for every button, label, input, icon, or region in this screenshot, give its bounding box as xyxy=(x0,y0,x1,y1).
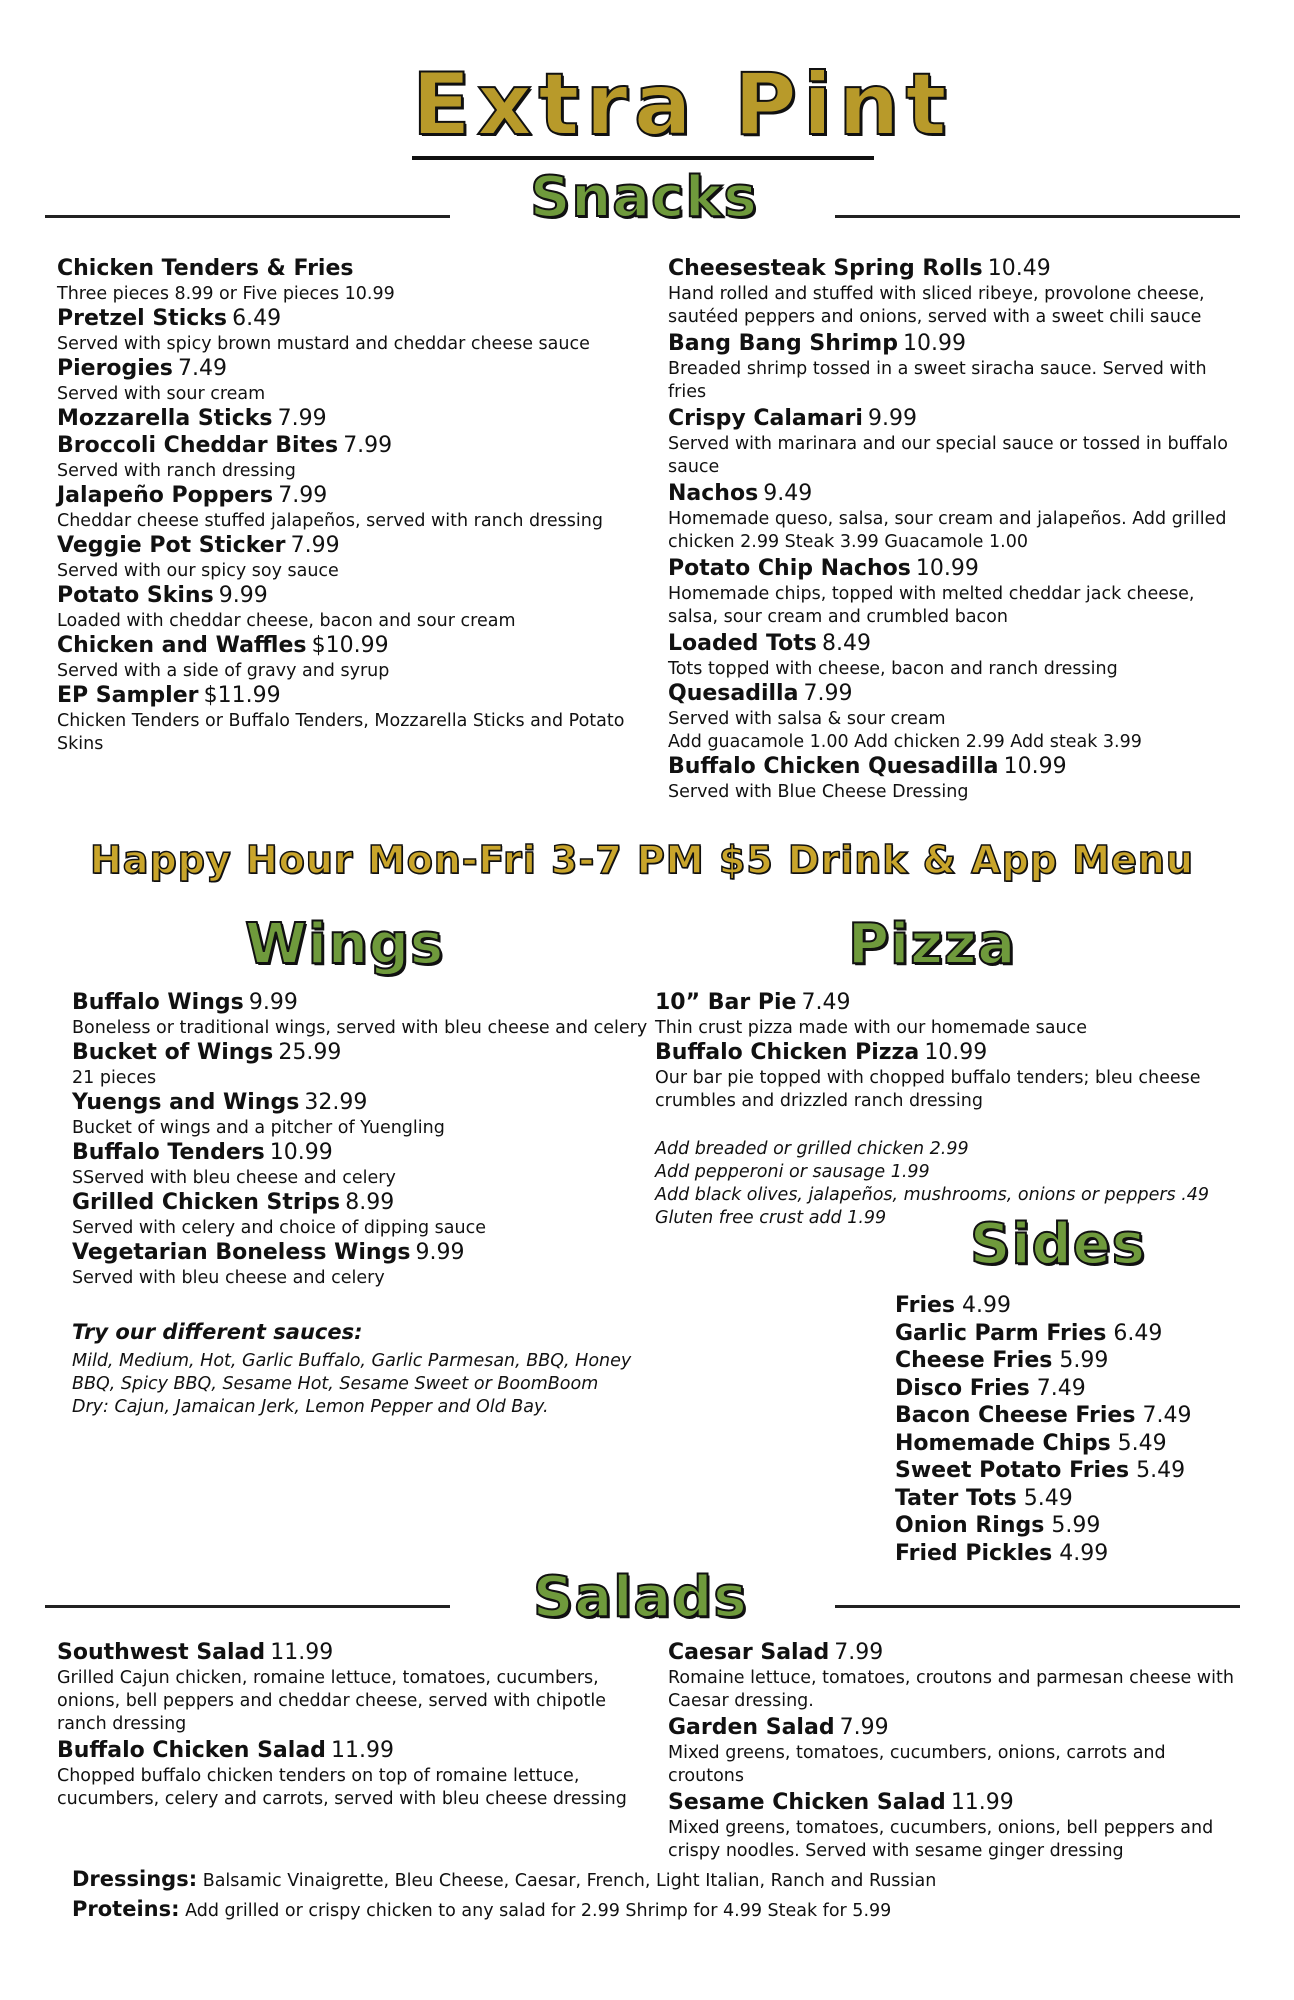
item-desc: Served with ranch dressing xyxy=(57,461,296,481)
menu-item: Chicken and Waffles $10.99 xyxy=(57,633,389,658)
item-desc: Thin crust pizza made with our homemade sauce xyxy=(655,1018,1087,1038)
menu-item: Potato Skins 9.99 xyxy=(57,583,268,608)
item-desc: Three pieces 8.99 or Five pieces 10.99 xyxy=(57,284,395,304)
menu-item: Garden Salad 7.99 xyxy=(668,1715,889,1740)
dressings-label: Dressings: xyxy=(72,1867,198,1891)
sauces-heading: Try our different sauces: xyxy=(72,1320,363,1344)
menu-item: Bucket of Wings 25.99 xyxy=(72,1040,342,1065)
sauces-line: BBQ, Spicy BBQ, Sesame Hot, Sesame Sweet or BoomBoom xyxy=(72,1374,599,1394)
item-desc: Tots topped with cheese, bacon and ranch dressing xyxy=(668,659,1118,679)
menu-item: Buffalo Chicken Pizza 10.99 xyxy=(655,1040,988,1065)
divider-left xyxy=(45,1605,450,1608)
menu-item: Buffalo Chicken Salad 11.99 xyxy=(57,1738,394,1763)
side-item: Fried Pickles 4.99 xyxy=(895,1540,1109,1566)
menu-item: Cheesesteak Spring Rolls 10.49 xyxy=(668,256,1051,281)
item-desc: Loaded with cheddar cheese, bacon and sour cream xyxy=(57,611,516,631)
menu-item: Mozzarella Sticks 7.99 xyxy=(57,406,327,431)
menu-item: Quesadilla 7.99 xyxy=(668,681,853,706)
item-desc: Served with Blue Cheese Dressing xyxy=(668,782,969,802)
pizza-addon: Add breaded or grilled chicken 2.99 xyxy=(655,1139,969,1159)
menu-item: Bang Bang Shrimp 10.99 xyxy=(668,331,967,356)
divider-right xyxy=(835,1605,1240,1608)
menu-item: Pretzel Sticks 6.49 xyxy=(57,306,282,331)
item-desc: Mixed greens, tomatoes, cucumbers, onions, carrots and croutons xyxy=(668,1743,1166,1786)
menu-item: Southwest Salad 11.99 xyxy=(57,1640,334,1665)
heading-sides: Sides xyxy=(970,1212,1146,1277)
pizza-addon: Gluten free crust add 1.99 xyxy=(655,1208,887,1228)
happy-hour-banner: Happy Hour Mon-Fri 3-7 PM $5 Drink & App Menu xyxy=(90,838,1194,882)
divider-left xyxy=(45,215,450,218)
menu-item: Nachos 9.49 xyxy=(668,481,813,506)
item-desc: Our bar pie topped with chopped buffalo tenders; bleu cheese crumbles and drizzled ranch dressing xyxy=(655,1068,1201,1111)
item-desc: Served with bleu cheese and celery xyxy=(72,1268,385,1288)
item-desc: Served with spicy brown mustard and cheddar cheese sauce xyxy=(57,334,590,354)
menu-item: EP Sampler $11.99 xyxy=(57,683,281,708)
heading-pizza: Pizza xyxy=(848,912,1017,977)
menu-item: Loaded Tots 8.49 xyxy=(668,631,871,656)
menu-item: Vegetarian Boneless Wings 9.99 xyxy=(72,1240,465,1265)
item-desc: Served with sour cream xyxy=(57,384,266,404)
menu-item: Caesar Salad 7.99 xyxy=(668,1640,884,1665)
proteins-label: Proteins: xyxy=(72,1897,180,1921)
menu-item: Buffalo Wings 9.99 xyxy=(72,990,298,1015)
item-desc: Romaine lettuce, tomatoes, croutons and parmesan cheese with Caesar dressing. xyxy=(668,1668,1234,1711)
menu-item: Jalapeño Poppers 7.99 xyxy=(57,483,328,508)
item-desc: Served with marinara and our special sauce or tossed in buffalo sauce xyxy=(668,434,1228,477)
proteins-text: Add grilled or crispy chicken to any salad for 2.99 Shrimp for 4.99 Steak for 5.99 xyxy=(185,1901,892,1921)
menu-item: Yuengs and Wings 32.99 xyxy=(72,1090,368,1115)
menu-item: Potato Chip Nachos 10.99 xyxy=(668,556,979,581)
side-item: Fries 4.99 xyxy=(895,1293,1012,1318)
side-item: Homemade Chips 5.49 xyxy=(895,1430,1167,1456)
side-item: Sweet Potato Fries 5.49 xyxy=(895,1458,1186,1483)
side-item: Onion Rings 5.99 xyxy=(895,1513,1101,1538)
side-item: Disco Fries 7.49 xyxy=(895,1375,1086,1401)
sauces-line: Dry: Cajun, Jamaican Jerk, Lemon Pepper and Old Bay. xyxy=(72,1397,549,1417)
heading-snacks: Snacks xyxy=(530,165,758,230)
dressings-line xyxy=(72,1867,936,1891)
item-desc: Mixed greens, tomatoes, cucumbers, onions, bell peppers and crispy noodles. Served with sesame ginger dressing xyxy=(668,1818,1214,1861)
side-item: Garlic Parm Fries 6.49 xyxy=(895,1320,1163,1346)
item-desc: Boneless or traditional wings, served with bleu cheese and celery xyxy=(72,1018,648,1038)
item-desc: Served with a side of gravy and syrup xyxy=(57,661,390,681)
menu-item: 10” Bar Pie 7.49 xyxy=(655,990,851,1015)
menu-item: Veggie Pot Sticker 7.99 xyxy=(57,533,340,558)
menu-item: Sesame Chicken Salad 11.99 xyxy=(668,1790,1014,1815)
menu-item: Crispy Calamari 9.99 xyxy=(668,406,917,431)
menu-item: Chicken Tenders & Fries xyxy=(57,256,354,281)
menu-item: Buffalo Tenders 10.99 xyxy=(72,1140,333,1165)
pizza-addon: Add pepperoni or sausage 1.99 xyxy=(655,1162,930,1182)
item-desc: Homemade queso, salsa, sour cream and jalapeños. Add grilled chicken 2.99 Steak 3.99 Guacamole 1.00 xyxy=(668,509,1227,552)
item-desc: Chopped buffalo chicken tenders on top of romaine lettuce, cucumbers, celery and carrots, served with bleu cheese dressing xyxy=(57,1766,627,1809)
item-desc: Hand rolled and stuffed with sliced ribeye, provolone cheese, sautéed peppers and onions, served with a sweet chili sauce xyxy=(668,284,1205,327)
dressings-text: Balsamic Vinaigrette, Bleu Cheese, Caesar, French, Light Italian, Ranch and Russian xyxy=(202,1871,937,1891)
item-addon: Add guacamole 1.00 Add chicken 2.99 Add steak 3.99 xyxy=(668,732,1142,752)
side-item: Cheese Fries 5.99 xyxy=(895,1348,1109,1373)
sauces-line: Mild, Medium, Hot, Garlic Buffalo, Garlic Parmesan, BBQ, Honey xyxy=(72,1351,632,1371)
item-desc: Breaded shrimp tossed in a sweet siracha sauce. Served with fries xyxy=(668,359,1207,402)
item-desc: Served with salsa & sour cream xyxy=(668,709,946,729)
item-desc: Cheddar cheese stuffed jalapeños, served with ranch dressing xyxy=(57,511,603,531)
menu-item: Pierogies 7.49 xyxy=(57,356,227,381)
menu-item: Broccoli Cheddar Bites 7.99 xyxy=(57,433,393,458)
item-desc: SServed with bleu cheese and celery xyxy=(72,1168,396,1188)
item-desc: 21 pieces xyxy=(72,1068,157,1088)
pizza-addon: Add black olives, jalapeños, mushrooms, onions or peppers .49 xyxy=(655,1185,1210,1205)
item-desc: Served with our spicy soy sauce xyxy=(57,561,339,581)
item-desc: Grilled Cajun chicken, romaine lettuce, tomatoes, cucumbers, onions, bell peppers and cheddar cheese, served with chipotle ranch dressing xyxy=(57,1668,606,1734)
item-desc: Homemade chips, topped with melted cheddar jack cheese, salsa, sour cream and crumbled bacon xyxy=(668,584,1195,627)
menu-item: Buffalo Chicken Quesadilla 10.99 xyxy=(668,754,1067,779)
heading-wings: Wings xyxy=(245,912,445,977)
item-desc: Chicken Tenders or Buffalo Tenders, Mozzarella Sticks and Potato Skins xyxy=(57,711,625,754)
menu-item: Grilled Chicken Strips 8.99 xyxy=(72,1190,395,1215)
item-desc: Served with celery and choice of dipping sauce xyxy=(72,1218,486,1238)
proteins-line xyxy=(72,1897,891,1921)
side-item: Bacon Cheese Fries 7.49 xyxy=(895,1403,1192,1428)
logo-underline xyxy=(412,156,874,160)
heading-salads: Salads xyxy=(533,1565,748,1630)
side-item: Tater Tots 5.49 xyxy=(895,1485,1073,1511)
divider-right xyxy=(835,215,1240,218)
item-desc: Bucket of wings and a pitcher of Yuengling xyxy=(72,1118,445,1138)
logo-title: Extra Pint xyxy=(412,55,953,155)
